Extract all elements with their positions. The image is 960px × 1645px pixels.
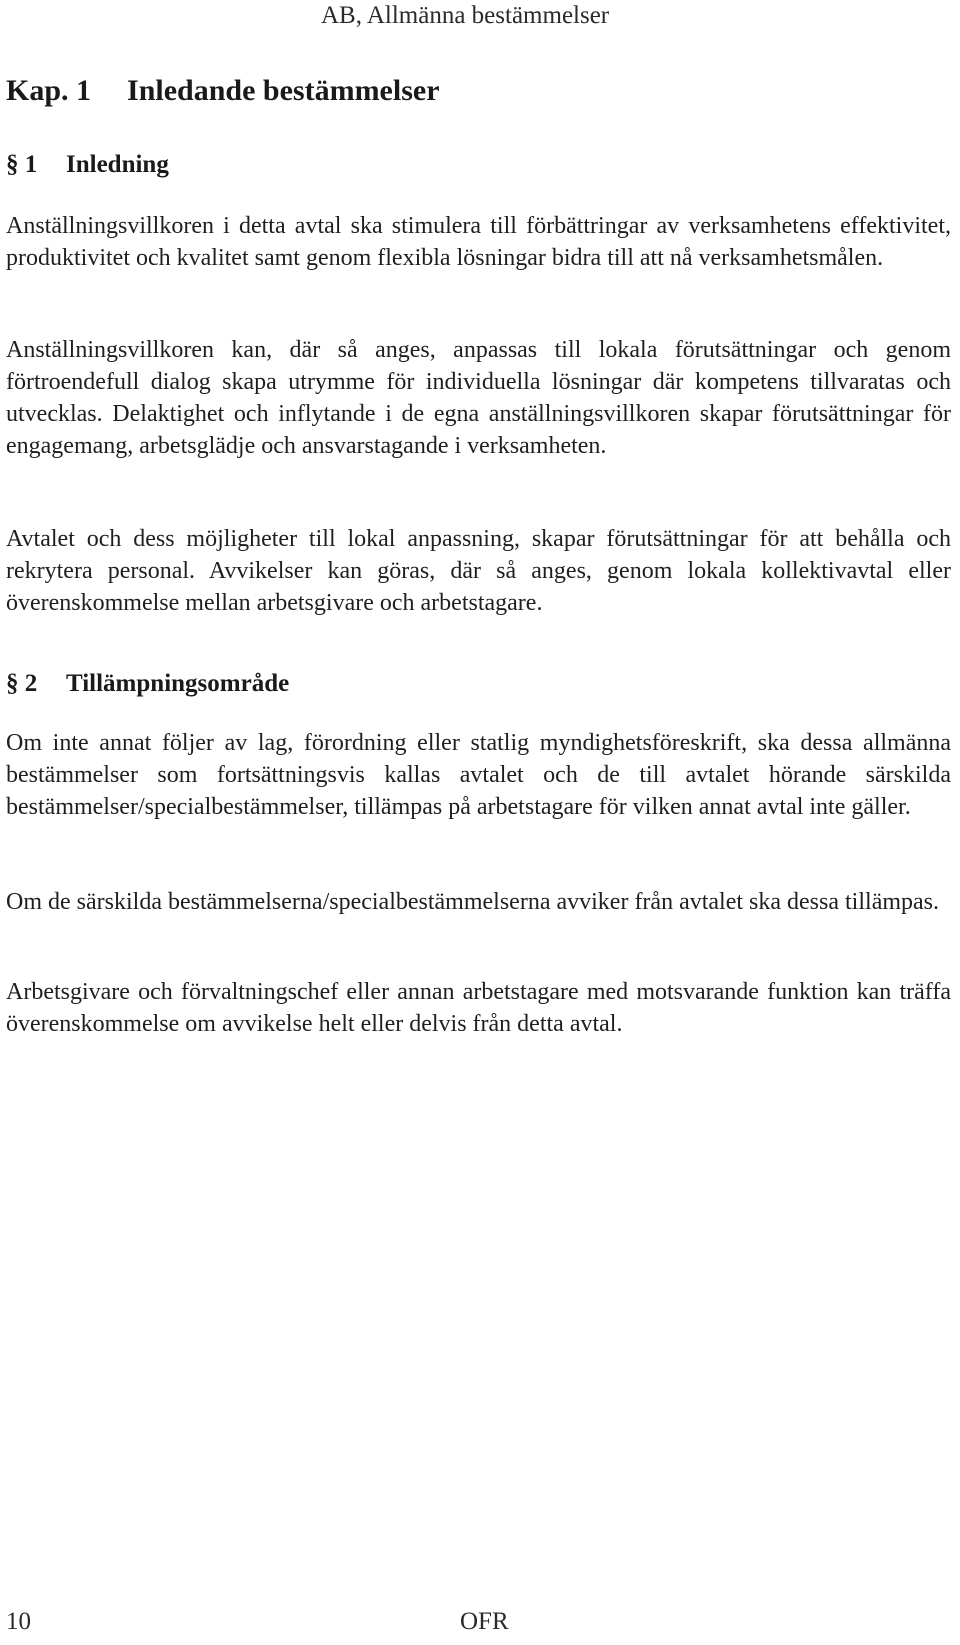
chapter-number: Kap. 1	[6, 74, 92, 107]
section-title: Inledning	[66, 151, 169, 178]
section-title: Tillämpningsområde	[66, 670, 290, 697]
section-heading-1	[6, 149, 169, 181]
paragraph-2-3: Arbetsgivare och förvaltningschef eller annan arbetstagare med motsvarande funktion kan träffa överenskommelse om avvikelse helt eller delvis från detta avtal.	[6, 979, 951, 1037]
paragraph-1-2: Anställningsvillkoren kan, där så anges, anpassas till lokala förutsättningar och genom förtroendefull dialog skapa utrymme för individuella lösningar där kompetens tillvaratas och utvecklas. Delaktighet och inflytande i de egna anställningsvillkoren skapar förutsättningar för engagemang, arbetsglädje och ansvarstagande i verksamheten.	[6, 337, 951, 459]
page-number: 10	[6, 1608, 31, 1635]
paragraph-1-3: Avtalet och dess möjligheter till lokal anpassning, skapar förutsättningar för att behålla och rekrytera personal. Avvikelser kan göras, där så anges, genom lokala kollektivavtal eller överenskommelse mellan arbetsgivare och arbetstagare.	[6, 526, 951, 616]
footer-organization: OFR	[460, 1608, 509, 1635]
paragraph-1-1: Anställningsvillkoren i detta avtal ska stimulera till förbättringar av verksamhetens effektivitet, produktivitet och kvalitet samt genom flexibla lösningar bidra till att nå verksamhetsmålen.	[6, 213, 951, 271]
chapter-title-text: Inledande bestämmelser	[127, 74, 440, 107]
running-header: AB, Allmänna bestämmelser	[321, 2, 610, 29]
section-number: § 1	[6, 151, 38, 178]
paragraph-2-1: Om inte annat följer av lag, förordning eller statlig myndighetsföreskrift, ska dessa allmänna bestämmelser som fortsättningsvis kallas avtalet och de till avtalet hörande särskilda bestämmelser/specialbestämmelser, tillämpas på arbetstagare för vilken annat avtal inte gäller.	[6, 730, 951, 820]
section-heading-2	[6, 668, 289, 700]
paragraph-2-2: Om de särskilda bestämmelserna/specialbestämmelserna avviker från avtalet ska dessa tillämpas.	[6, 889, 939, 915]
section-number: § 2	[6, 670, 38, 697]
chapter-title	[6, 72, 440, 110]
